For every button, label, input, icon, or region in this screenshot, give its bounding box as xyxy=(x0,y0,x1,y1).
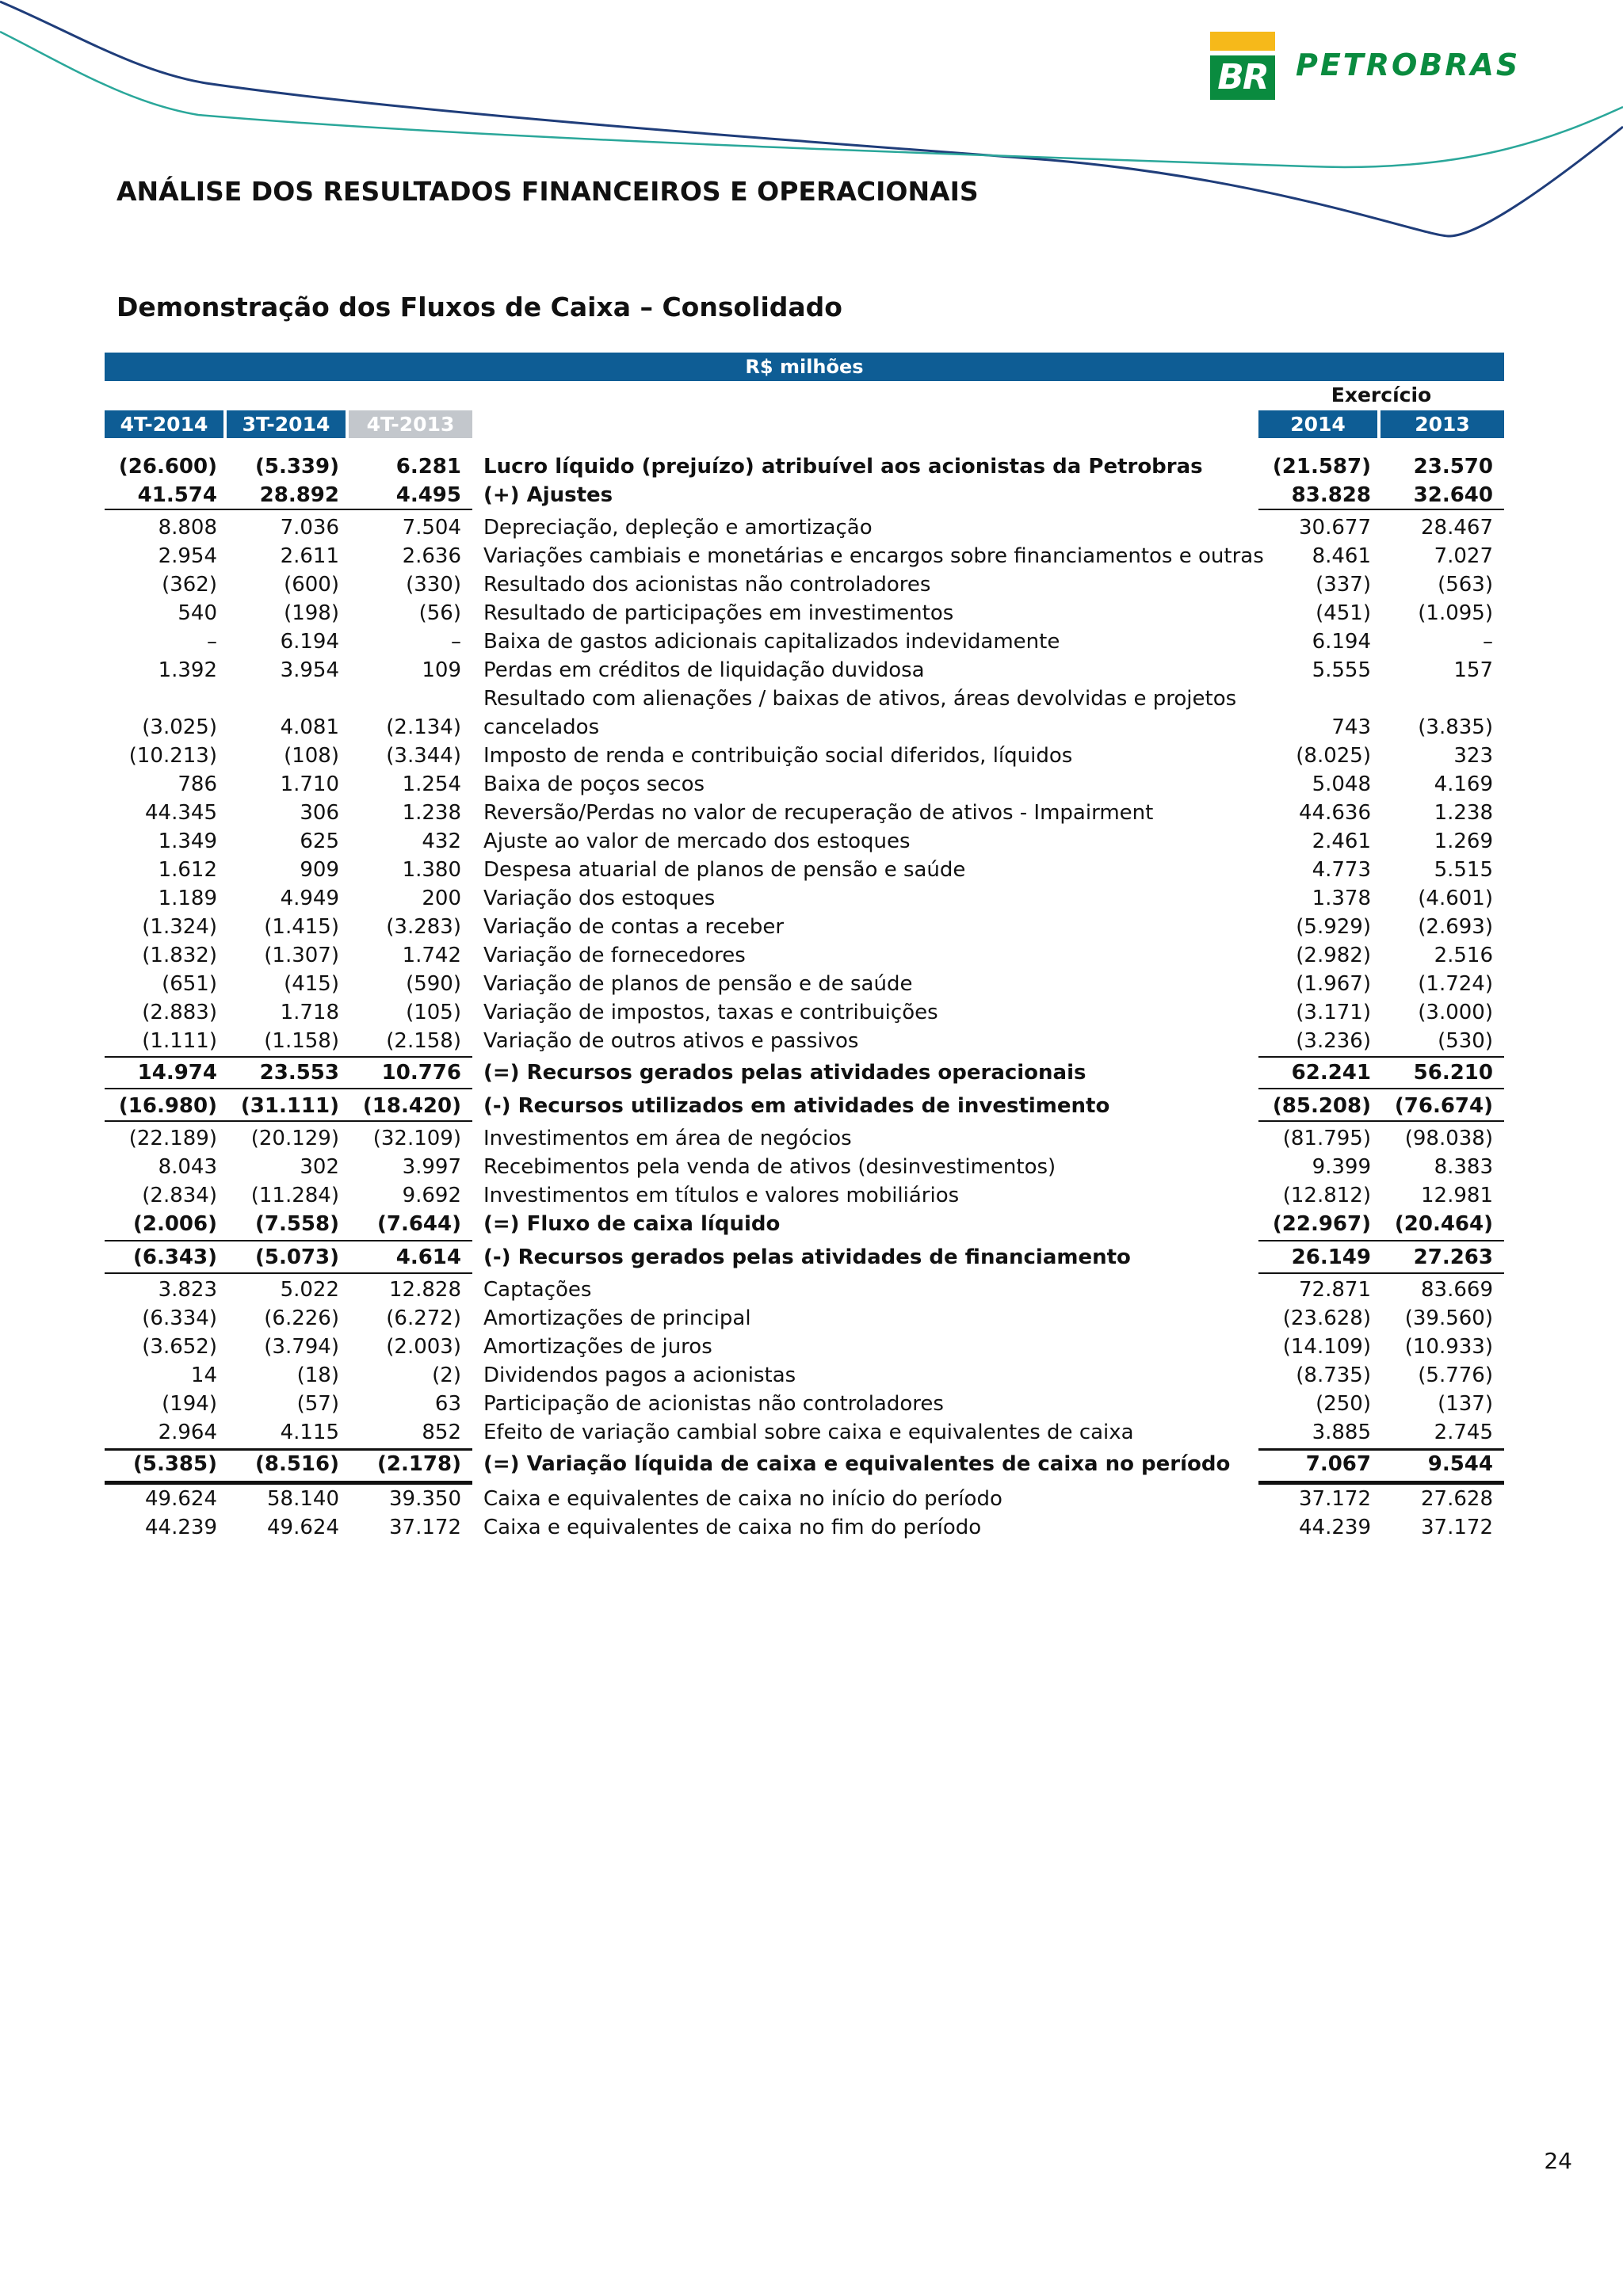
cell-2014: (5.929) xyxy=(1296,915,1371,939)
table-rule xyxy=(1258,1240,1504,1241)
table-rule xyxy=(1258,1088,1504,1089)
cell-4t-2014: (2.834) xyxy=(142,1184,217,1207)
page-number: 24 xyxy=(1544,2148,1572,2174)
table-rule xyxy=(105,1481,472,1485)
cell-4t-2013: (6.272) xyxy=(386,1306,461,1330)
table-row xyxy=(0,542,1623,570)
row-label: Baixa de poços secos xyxy=(483,772,705,796)
cell-3t-2014: (6.226) xyxy=(264,1306,339,1330)
table-row xyxy=(0,481,1623,509)
cell-2014: 5.048 xyxy=(1312,772,1371,796)
logo-yellow-bar xyxy=(1210,32,1275,51)
cell-4t-2013: (2.003) xyxy=(386,1335,461,1359)
cell-4t-2014: 3.823 xyxy=(158,1278,217,1302)
table-rule xyxy=(1258,1448,1504,1451)
row-label: (=) Variação líquida de caixa e equivalentes de caixa no período xyxy=(483,1452,1231,1476)
cell-2013: 27.263 xyxy=(1413,1245,1493,1269)
cell-4t-2013: 3.997 xyxy=(402,1155,461,1179)
cell-2013: (137) xyxy=(1438,1392,1493,1416)
cell-4t-2013: (2) xyxy=(432,1363,461,1387)
cell-2014: 37.172 xyxy=(1299,1487,1371,1511)
cell-4t-2013: 4.614 xyxy=(395,1245,461,1269)
row-label: Variação de contas a receber xyxy=(483,915,785,939)
cell-4t-2013: 1.238 xyxy=(402,801,461,825)
table-rule xyxy=(1258,1272,1504,1274)
cell-4t-2013: 1.380 xyxy=(402,858,461,882)
table-row xyxy=(0,1027,1623,1055)
cell-3t-2014: (3.794) xyxy=(264,1335,339,1359)
cell-3t-2014: 49.624 xyxy=(267,1516,339,1539)
cell-2014: (1.967) xyxy=(1296,972,1371,996)
cell-4t-2013: 10.776 xyxy=(381,1061,461,1085)
cell-2013: 83.669 xyxy=(1421,1278,1493,1302)
cell-4t-2014: (10.213) xyxy=(128,744,217,768)
cell-3t-2014: (8.516) xyxy=(254,1452,339,1476)
cell-3t-2014: (108) xyxy=(284,744,339,768)
cell-3t-2014: 4.949 xyxy=(280,887,339,910)
col-header-2013: 2013 xyxy=(1381,410,1504,438)
row-label: Depreciação, depleção e amortização xyxy=(483,516,873,540)
cell-3t-2014: 5.022 xyxy=(280,1278,339,1302)
table-row xyxy=(0,1390,1623,1418)
cell-2014: 743 xyxy=(1331,715,1371,739)
table-row xyxy=(0,856,1623,884)
cell-2013: 9.544 xyxy=(1427,1452,1493,1476)
cell-4t-2014: (22.189) xyxy=(128,1127,217,1150)
table-rule xyxy=(105,1240,472,1241)
row-label: Perdas em créditos de liquidação duvidosa xyxy=(483,658,925,682)
cell-2013: 56.210 xyxy=(1413,1061,1493,1085)
cell-2013: 157 xyxy=(1453,658,1493,682)
cell-2014: 62.241 xyxy=(1291,1061,1371,1085)
cell-4t-2014: (26.600) xyxy=(118,455,217,479)
cell-4t-2014: (1.111) xyxy=(142,1029,217,1053)
col-header-4t-2014: 4T-2014 xyxy=(105,410,223,438)
table-row xyxy=(0,1513,1623,1542)
cell-4t-2014: 1.349 xyxy=(158,830,217,853)
table-row xyxy=(0,742,1623,770)
cell-2013: 27.628 xyxy=(1421,1487,1493,1511)
cell-4t-2013: 37.172 xyxy=(389,1516,461,1539)
cell-3t-2014: 625 xyxy=(300,830,339,853)
row-label: (-) Recursos gerados pelas atividades de financiamento xyxy=(483,1245,1131,1269)
table-row xyxy=(0,998,1623,1027)
cell-3t-2014: 3.954 xyxy=(280,658,339,682)
cell-4t-2014: – xyxy=(207,630,217,654)
cell-2014: 4.773 xyxy=(1312,858,1371,882)
row-label: Variação de fornecedores xyxy=(483,944,746,967)
table-row xyxy=(0,1276,1623,1304)
cell-2013: (4.601) xyxy=(1418,887,1493,910)
row-label: Ajuste ao valor de mercado dos estoques xyxy=(483,830,911,853)
cell-3t-2014: (198) xyxy=(284,601,339,625)
cell-4t-2013: – xyxy=(451,630,461,654)
cell-2013: 2.745 xyxy=(1434,1421,1493,1444)
cell-2014: (2.982) xyxy=(1296,944,1371,967)
cell-2013: 23.570 xyxy=(1413,455,1493,479)
cell-3t-2014: 4.081 xyxy=(280,715,339,739)
cell-2014: (14.109) xyxy=(1282,1335,1371,1359)
cell-4t-2013: (2.178) xyxy=(376,1452,461,1476)
cell-2014: (22.967) xyxy=(1272,1212,1371,1236)
table-row xyxy=(0,1243,1623,1272)
row-label: (-) Recursos utilizados em atividades de investimento xyxy=(483,1094,1110,1118)
row-label: Resultado dos acionistas não controladores xyxy=(483,573,931,597)
cell-2013: (3.835) xyxy=(1418,715,1493,739)
cell-2014: 30.677 xyxy=(1299,516,1371,540)
cell-4t-2013: (105) xyxy=(406,1001,461,1024)
cell-3t-2014: (20.129) xyxy=(250,1127,339,1150)
cell-4t-2014: (6.343) xyxy=(132,1245,217,1269)
row-label: Reversão/Perdas no valor de recuperação de ativos - Impairment xyxy=(483,801,1154,825)
cell-2013: 12.981 xyxy=(1421,1184,1493,1207)
row-label: Variação dos estoques xyxy=(483,887,716,910)
cell-2014: (8.025) xyxy=(1296,744,1371,768)
cell-2014: (451) xyxy=(1316,601,1371,625)
table-row xyxy=(0,1418,1623,1447)
cell-2013: – xyxy=(1483,630,1493,654)
cell-2013: (2.693) xyxy=(1418,915,1493,939)
cell-4t-2014: (5.385) xyxy=(132,1452,217,1476)
cell-2014: (21.587) xyxy=(1272,455,1371,479)
cell-4t-2013: (18.420) xyxy=(362,1094,461,1118)
table-row xyxy=(0,627,1623,656)
cell-2014: (23.628) xyxy=(1282,1306,1371,1330)
table-rule xyxy=(105,1272,472,1274)
table-row xyxy=(0,685,1623,713)
cell-2013: 1.238 xyxy=(1434,801,1493,825)
table-row xyxy=(0,1333,1623,1361)
cell-2013: (98.038) xyxy=(1404,1127,1493,1150)
table-row xyxy=(0,884,1623,913)
cell-4t-2013: 200 xyxy=(422,887,461,910)
row-label: Dividendos pagos a acionistas xyxy=(483,1363,796,1387)
cell-2014: 9.399 xyxy=(1312,1155,1371,1179)
cell-4t-2014: 8.043 xyxy=(158,1155,217,1179)
cell-4t-2013: (3.283) xyxy=(386,915,461,939)
cell-4t-2014: 1.612 xyxy=(158,858,217,882)
row-label: (=) Recursos gerados pelas atividades operacionais xyxy=(483,1061,1086,1085)
row-label: cancelados xyxy=(483,715,600,739)
cell-2014: 44.636 xyxy=(1299,801,1371,825)
row-label: Amortizações de principal xyxy=(483,1306,751,1330)
table-rule xyxy=(105,1448,472,1451)
cell-4t-2013: 9.692 xyxy=(402,1184,461,1207)
cell-4t-2014: 44.239 xyxy=(145,1516,217,1539)
table-row xyxy=(0,799,1623,827)
table-row xyxy=(0,1450,1623,1478)
row-label: Efeito de variação cambial sobre caixa e equivalentes de caixa xyxy=(483,1421,1134,1444)
exercise-label: Exercício xyxy=(1331,383,1432,406)
cell-2014: (3.236) xyxy=(1296,1029,1371,1053)
cell-3t-2014: (415) xyxy=(284,972,339,996)
cell-3t-2014: (1.158) xyxy=(264,1029,339,1053)
section-title: Demonstração dos Fluxos de Caixa – Consolidado xyxy=(116,292,842,322)
cell-2013: 7.027 xyxy=(1434,544,1493,568)
cell-3t-2014: 7.036 xyxy=(280,516,339,540)
cell-3t-2014: (7.558) xyxy=(254,1212,339,1236)
table-row xyxy=(0,599,1623,627)
table-row xyxy=(0,713,1623,742)
cell-2014: (3.171) xyxy=(1296,1001,1371,1024)
table-row xyxy=(0,452,1623,481)
cell-4t-2013: 1.254 xyxy=(402,772,461,796)
cell-2013: (76.674) xyxy=(1394,1094,1493,1118)
cell-3t-2014: 1.718 xyxy=(280,1001,339,1024)
row-label: (+) Ajustes xyxy=(483,483,613,507)
row-label: Recebimentos pela venda de ativos (desinvestimentos) xyxy=(483,1155,1056,1179)
cell-4t-2014: 2.964 xyxy=(158,1421,217,1444)
col-header-3t-2014: 3T-2014 xyxy=(227,410,346,438)
cell-4t-2014: (194) xyxy=(162,1392,217,1416)
cell-4t-2013: (3.344) xyxy=(386,744,461,768)
cell-2013: 323 xyxy=(1453,744,1493,768)
row-label: Despesa atuarial de planos de pensão e saúde xyxy=(483,858,966,882)
cell-3t-2014: 2.611 xyxy=(280,544,339,568)
cell-4t-2014: (16.980) xyxy=(118,1094,217,1118)
cell-4t-2014: (362) xyxy=(162,573,217,597)
page-title: ANÁLISE DOS RESULTADOS FINANCEIROS E OPERACIONAIS xyxy=(116,176,979,207)
row-label: Participação de acionistas não controladores xyxy=(483,1392,944,1416)
table-rule xyxy=(1258,1481,1504,1485)
cell-2014: 83.828 xyxy=(1291,483,1371,507)
row-label: Lucro líquido (prejuízo) atribuível aos acionistas da Petrobras xyxy=(483,455,1203,479)
cell-2014: (12.812) xyxy=(1282,1184,1371,1207)
cell-2013: 37.172 xyxy=(1421,1516,1493,1539)
cell-2014: 44.239 xyxy=(1299,1516,1371,1539)
row-label: Variação de impostos, taxas e contribuições xyxy=(483,1001,938,1024)
cell-4t-2014: (3.652) xyxy=(142,1335,217,1359)
cell-4t-2014: 2.954 xyxy=(158,544,217,568)
cell-2013: (3.000) xyxy=(1418,1001,1493,1024)
cell-4t-2014: (1.832) xyxy=(142,944,217,967)
cell-4t-2014: 14.974 xyxy=(137,1061,217,1085)
cell-2013: 32.640 xyxy=(1413,483,1493,507)
cell-4t-2014: (6.334) xyxy=(142,1306,217,1330)
row-label: (=) Fluxo de caixa líquido xyxy=(483,1212,781,1236)
cell-4t-2013: (590) xyxy=(406,972,461,996)
cell-4t-2013: 39.350 xyxy=(389,1487,461,1511)
cell-4t-2014: 44.345 xyxy=(145,801,217,825)
table-rule xyxy=(105,1120,472,1122)
cell-2014: (337) xyxy=(1316,573,1371,597)
cell-3t-2014: (1.307) xyxy=(264,944,339,967)
table-row xyxy=(0,970,1623,998)
row-label: Caixa e equivalentes de caixa no fim do período xyxy=(483,1516,982,1539)
cell-3t-2014: 302 xyxy=(300,1155,339,1179)
table-row xyxy=(0,1153,1623,1181)
cell-2013: 1.269 xyxy=(1434,830,1493,853)
cell-2013: 4.169 xyxy=(1434,772,1493,796)
cell-2014: 6.194 xyxy=(1312,630,1371,654)
cell-3t-2014: (5.339) xyxy=(254,455,339,479)
cell-4t-2014: 8.808 xyxy=(158,516,217,540)
table-row xyxy=(0,1361,1623,1390)
cell-4t-2013: (330) xyxy=(406,573,461,597)
cell-3t-2014: 28.892 xyxy=(259,483,339,507)
cell-2013: (20.464) xyxy=(1394,1212,1493,1236)
row-label: Amortizações de juros xyxy=(483,1335,712,1359)
cell-3t-2014: (1.415) xyxy=(264,915,339,939)
cell-3t-2014: 23.553 xyxy=(259,1061,339,1085)
cell-3t-2014: (5.073) xyxy=(254,1245,339,1269)
cell-4t-2014: 786 xyxy=(178,772,217,796)
cell-2014: (81.795) xyxy=(1282,1127,1371,1150)
cell-2014: (8.735) xyxy=(1296,1363,1371,1387)
cell-3t-2014: (18) xyxy=(296,1363,339,1387)
cell-2014: 26.149 xyxy=(1291,1245,1371,1269)
cell-2014: 8.461 xyxy=(1312,544,1371,568)
cell-4t-2013: 2.636 xyxy=(402,544,461,568)
petrobras-logo xyxy=(1210,32,1559,101)
cell-2013: (563) xyxy=(1438,573,1493,597)
cell-2013: (10.933) xyxy=(1404,1335,1493,1359)
cell-4t-2013: (56) xyxy=(418,601,461,625)
cell-4t-2014: (2.883) xyxy=(142,1001,217,1024)
cell-2013: 2.516 xyxy=(1434,944,1493,967)
cell-3t-2014: 306 xyxy=(300,801,339,825)
cell-4t-2013: 852 xyxy=(422,1421,461,1444)
cell-2013: (530) xyxy=(1438,1029,1493,1053)
cell-2014: (85.208) xyxy=(1272,1094,1371,1118)
cell-3t-2014: (11.284) xyxy=(250,1184,339,1207)
cell-4t-2013: 109 xyxy=(422,658,461,682)
table-row xyxy=(0,513,1623,542)
cell-3t-2014: 909 xyxy=(300,858,339,882)
cell-4t-2014: 49.624 xyxy=(145,1487,217,1511)
row-label: Variações cambiais e monetárias e encargos sobre financiamentos e outras xyxy=(483,544,1264,568)
cell-4t-2014: 14 xyxy=(190,1363,217,1387)
cell-2013: (1.095) xyxy=(1418,601,1493,625)
table-row xyxy=(0,1304,1623,1333)
col-header-2014: 2014 xyxy=(1258,410,1377,438)
table-rule xyxy=(1258,1056,1504,1058)
cell-2013: 5.515 xyxy=(1434,858,1493,882)
cell-2014: 5.555 xyxy=(1312,658,1371,682)
row-label: Caixa e equivalentes de caixa no início do período xyxy=(483,1487,1002,1511)
table-row xyxy=(0,1210,1623,1238)
cell-3t-2014: 58.140 xyxy=(267,1487,339,1511)
table-row xyxy=(0,770,1623,799)
cell-2014: 2.461 xyxy=(1312,830,1371,853)
cell-2013: (1.724) xyxy=(1418,972,1493,996)
cell-3t-2014: 6.194 xyxy=(280,630,339,654)
table-rule xyxy=(105,509,472,510)
row-label: Investimentos em área de negócios xyxy=(483,1127,852,1150)
table-row xyxy=(0,1124,1623,1153)
cell-3t-2014: 1.710 xyxy=(280,772,339,796)
table-row xyxy=(0,570,1623,599)
cell-4t-2014: 540 xyxy=(178,601,217,625)
row-label: Resultado com alienações / baixas de ativos, áreas devolvidas e projetos xyxy=(483,687,1237,711)
row-label: Investimentos em títulos e valores mobiliários xyxy=(483,1184,960,1207)
row-label: Resultado de participações em investimentos xyxy=(483,601,954,625)
cell-2014: 1.378 xyxy=(1312,887,1371,910)
cell-4t-2014: 1.392 xyxy=(158,658,217,682)
cell-2014: (250) xyxy=(1316,1392,1371,1416)
cell-3t-2014: (31.111) xyxy=(240,1094,339,1118)
cell-4t-2013: 1.742 xyxy=(402,944,461,967)
cell-2013: 28.467 xyxy=(1421,516,1493,540)
cell-2014: 3.885 xyxy=(1312,1421,1371,1444)
table-row xyxy=(0,656,1623,685)
table-row xyxy=(0,1485,1623,1513)
logo-br-text: BR xyxy=(1210,55,1275,100)
cell-3t-2014: (600) xyxy=(284,573,339,597)
cell-3t-2014: 4.115 xyxy=(280,1421,339,1444)
row-label: Baixa de gastos adicionais capitalizados indevidamente xyxy=(483,630,1060,654)
table-row xyxy=(0,1058,1623,1087)
row-label: Variação de outros ativos e passivos xyxy=(483,1029,859,1053)
cell-4t-2014: 1.189 xyxy=(158,887,217,910)
cell-4t-2013: (2.134) xyxy=(386,715,461,739)
table-row xyxy=(0,827,1623,856)
row-label: Imposto de renda e contribuição social diferidos, líquidos xyxy=(483,744,1073,768)
cell-4t-2013: 7.504 xyxy=(402,516,461,540)
table-rule xyxy=(1258,509,1504,510)
cell-3t-2014: (57) xyxy=(296,1392,339,1416)
cell-4t-2013: 63 xyxy=(434,1392,461,1416)
row-label: Captações xyxy=(483,1278,592,1302)
logo-wordmark: PETROBRAS xyxy=(1296,48,1521,82)
cell-4t-2013: (7.644) xyxy=(376,1212,461,1236)
cell-2013: 8.383 xyxy=(1434,1155,1493,1179)
cell-4t-2013: 432 xyxy=(422,830,461,853)
unit-band: R$ milhões xyxy=(105,353,1504,381)
cell-4t-2014: (1.324) xyxy=(142,915,217,939)
cell-4t-2013: 6.281 xyxy=(395,455,461,479)
cell-4t-2013: 12.828 xyxy=(389,1278,461,1302)
table-row xyxy=(0,913,1623,941)
br-logo-mark xyxy=(1210,32,1275,100)
cell-4t-2013: (2.158) xyxy=(386,1029,461,1053)
table-rule xyxy=(1258,1120,1504,1122)
cell-4t-2013: 4.495 xyxy=(395,483,461,507)
cell-4t-2013: (32.109) xyxy=(372,1127,461,1150)
table-row xyxy=(0,941,1623,970)
row-label: Variação de planos de pensão e de saúde xyxy=(483,972,913,996)
cell-4t-2014: 41.574 xyxy=(137,483,217,507)
cell-4t-2014: (2.006) xyxy=(132,1212,217,1236)
cell-4t-2014: (651) xyxy=(162,972,217,996)
table-row xyxy=(0,1092,1623,1120)
cell-2014: 7.067 xyxy=(1305,1452,1371,1476)
cell-4t-2014: (3.025) xyxy=(142,715,217,739)
col-header-4t-2013: 4T-2013 xyxy=(349,410,472,438)
table-rule xyxy=(105,1056,472,1058)
cell-2014: 72.871 xyxy=(1299,1278,1371,1302)
cell-2013: (5.776) xyxy=(1418,1363,1493,1387)
table-rule xyxy=(105,1088,472,1089)
table-row xyxy=(0,1181,1623,1210)
cell-2013: (39.560) xyxy=(1404,1306,1493,1330)
